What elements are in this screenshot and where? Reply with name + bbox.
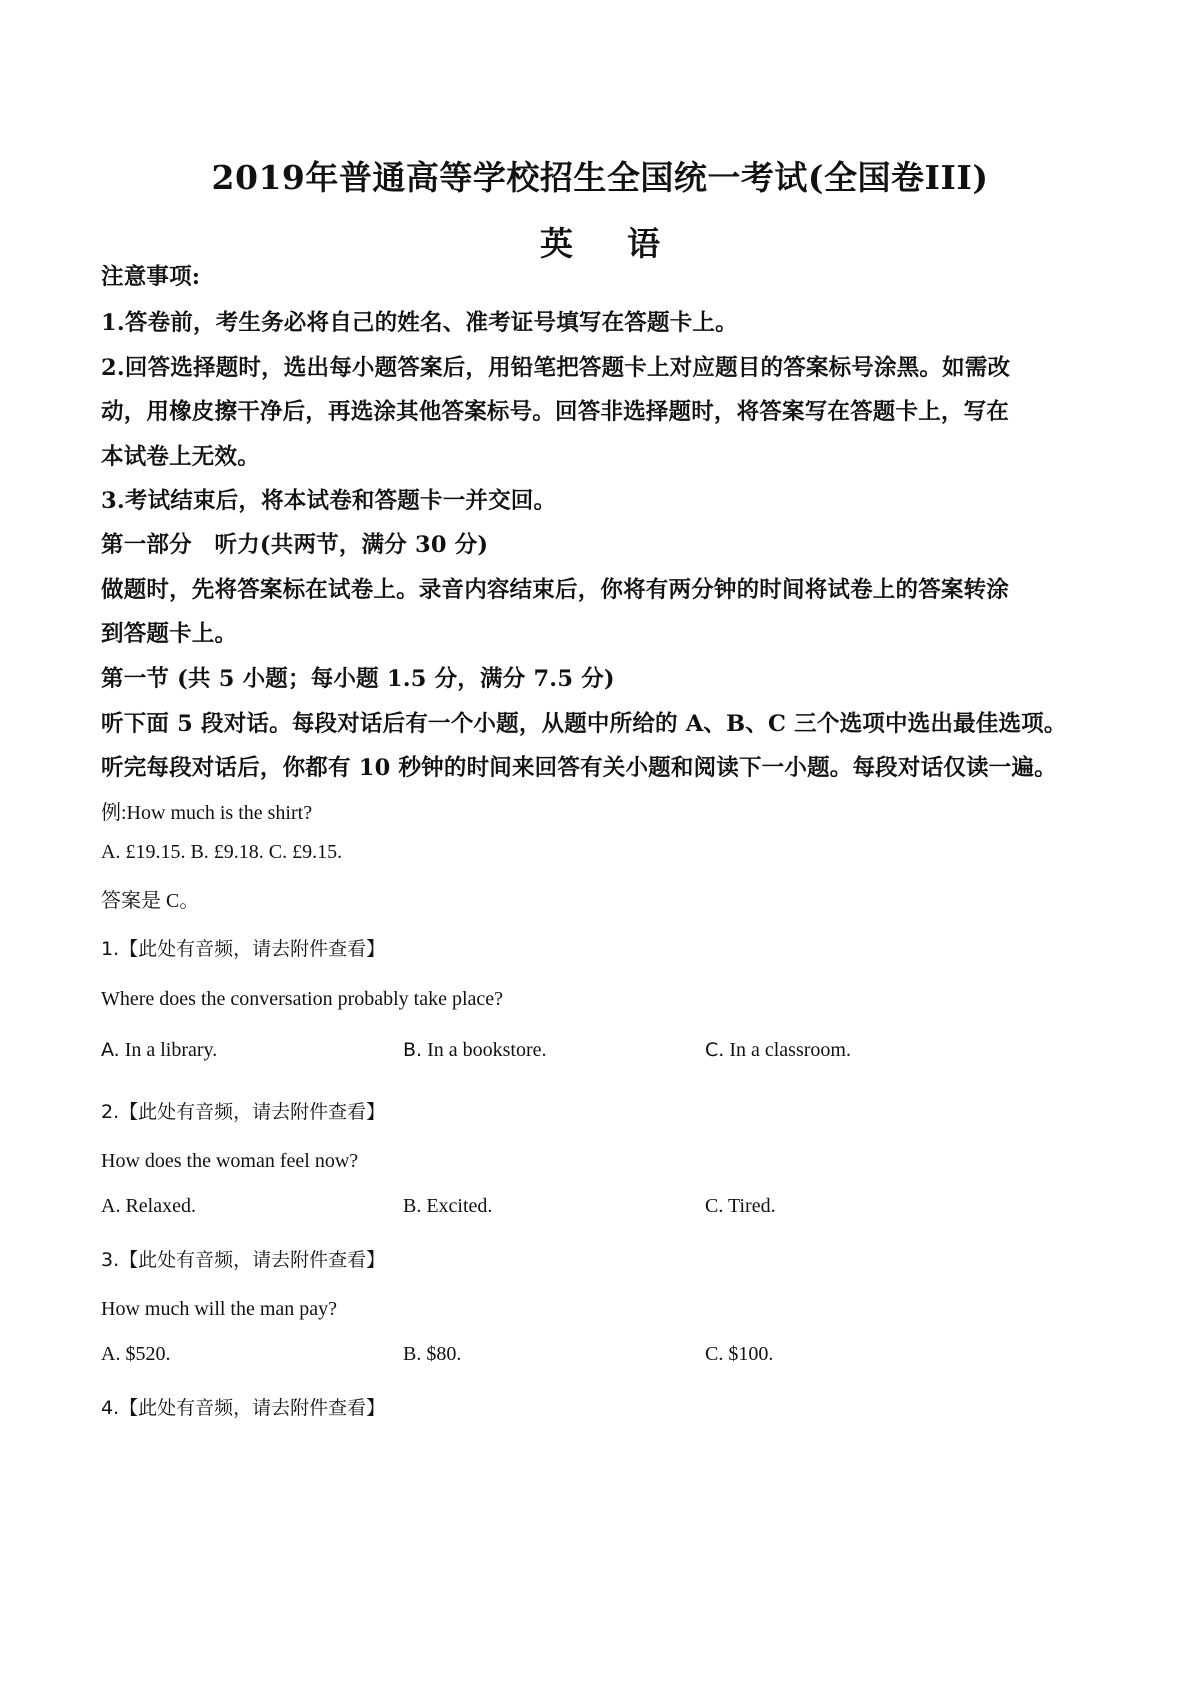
- question-number: 4.: [101, 1397, 120, 1419]
- note-item-2-line-2: 动，用橡皮擦干净后，再选涂其他答案标号。回答非选择题时，将答案写在答题卡上，写在: [101, 399, 1010, 425]
- exam-title: 2019年普通高等学校招生全国统一考试(全国卷III): [211, 158, 989, 197]
- question-number: 2.: [101, 1101, 120, 1123]
- section1-instruction-line-2: 听完每段对话后，你都有 10 秒钟的时间来回答有关小题和阅读下一小题。每段对话仅读一遍。: [101, 755, 1057, 781]
- option-text: In a bookstore.: [422, 1039, 547, 1061]
- question-2-option-a: A. Relaxed.: [101, 1195, 196, 1217]
- note-item-2-line-1: 2.回答选择题时，选出每小题答案后，用铅笔把答题卡上对应题目的答案标号涂黑。如需改: [101, 355, 1011, 381]
- note-item-3: 3.考试结束后，将本试卷和答题卡一并交回。: [101, 488, 557, 514]
- question-1-header: [101, 934, 385, 961]
- question-3-header: [101, 1245, 385, 1272]
- question-2-text: How does the woman feel now?: [101, 1150, 359, 1172]
- section1-instruction-line-1: 听下面 5 段对话。每段对话后有一个小题，从题中所给的 A、B、C 三个选项中选出最佳选项。: [101, 711, 1067, 737]
- question-1-option-c: [705, 1039, 851, 1062]
- question-3-option-a: A. $520.: [101, 1343, 171, 1365]
- subject-title: 英语: [540, 224, 714, 263]
- audio-note: 【此处有音频，请去附件查看】: [119, 1101, 386, 1123]
- audio-note: 【此处有音频，请去附件查看】: [119, 1397, 386, 1419]
- question-1-text: Where does the conversation probably take place?: [101, 988, 504, 1010]
- question-2-option-b: B. Excited.: [403, 1195, 493, 1217]
- question-2-header: [101, 1097, 385, 1124]
- question-4-header: [101, 1393, 385, 1420]
- option-text: In a library.: [119, 1039, 218, 1061]
- question-1-option-b: [403, 1039, 547, 1062]
- option-letter: B.: [403, 1039, 423, 1061]
- question-2-option-c: C. Tired.: [705, 1195, 776, 1217]
- question-3-option-b: B. $80.: [403, 1343, 462, 1365]
- part1-instruction-line-1: 做题时，先将答案标在试卷上。录音内容结束后，你将有两分钟的时间将试卷上的答案转涂: [101, 577, 1010, 603]
- part1-heading: 第一部分 听力(共两节，满分 30 分): [101, 532, 489, 558]
- question-3-option-c: C. $100.: [705, 1343, 774, 1365]
- question-1-option-a: [101, 1039, 217, 1062]
- example-options: A. £19.15. B. £9.18. C. £9.15.: [101, 841, 343, 863]
- notes-heading: 注意事项:: [101, 264, 201, 290]
- note-item-1: 1.答卷前，考生务必将自己的姓名、准考证号填写在答题卡上。: [101, 310, 738, 336]
- question-number: 3.: [101, 1249, 120, 1271]
- section1-heading: 第一节 (共 5 小题；每小题 1.5 分，满分 7.5 分): [101, 666, 615, 692]
- option-letter: A.: [101, 1039, 120, 1061]
- question-3-text: How much will the man pay?: [101, 1298, 338, 1320]
- example-question: 例:How much is the shirt?: [101, 802, 313, 824]
- part1-instruction-line-2: 到答题卡上。: [101, 621, 238, 647]
- option-letter: C.: [705, 1039, 725, 1061]
- audio-note: 【此处有音频，请去附件查看】: [119, 938, 386, 960]
- option-text: In a classroom.: [724, 1039, 851, 1061]
- note-item-2-line-3: 本试卷上无效。: [101, 444, 260, 470]
- question-number: 1.: [101, 938, 120, 960]
- example-answer: 答案是 C。: [101, 890, 200, 912]
- audio-note: 【此处有音频，请去附件查看】: [119, 1249, 386, 1271]
